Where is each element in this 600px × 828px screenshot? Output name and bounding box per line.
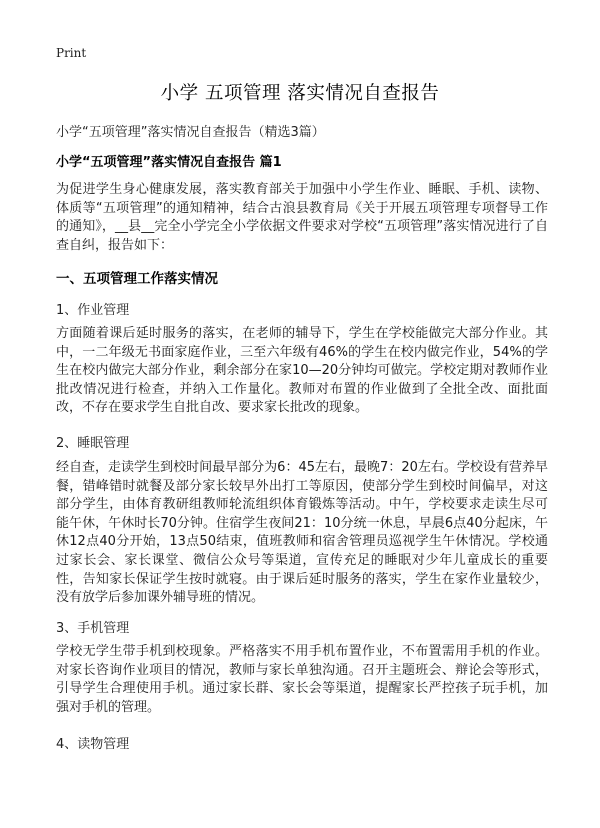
section-title: 小学“五项管理”落实情况自查报告 篇1 (56, 155, 282, 170)
print-label: Print (56, 46, 87, 60)
document-title: 小学 五项管理 落实情况自查报告 (160, 83, 440, 104)
item-heading-sleep: 2、睡眠管理 (56, 436, 130, 451)
intro-paragraph: 为促进学生身心健康发展，落实教育部关于加强中小学生作业、睡眠、手机、读物、体质等“五项管理”的通知精神，结合古浪县教育局《关于开展五项管理专项督导工作的通知》，__县__完全小学完全小学依据文件要求对学校“五项管理”落实情况进行了自查自纠，报告如下： (56, 182, 548, 253)
item-text-phone: 学校无学生带手机到校现象。严格落实不用手机布置作业，不布置需用手机的作业。对家长咨询作业项目的情况，教师与家长单独沟通。召开主题班会、辩论会等形式，引导学生合理使用手机。通过家长群、家长会等渠道，提醒家长严控孩子玩手机，加强对手机的管理。 (56, 644, 548, 715)
item-heading-reading: 4、读物管理 (56, 737, 130, 752)
item-heading-homework: 1、作业管理 (56, 303, 130, 318)
item-text-sleep: 经自查，走读学生到校时间最早部分为6：45左右，最晚7：20左右。学校设有营养早餐，错峰错时就餐及部分家长较早外出打工等原因，使部分学生到校时间偏早，对这部分学生，由体育教研组教师轮流组织体育锻炼等活动。中午，学校要求走读生尽可能午休，午休时长70分钟。住宿学生夜间21：10分统一休息，早晨6点40分起床，午休12点40分开始，13点50结束，值班教师和宿舍管理员巡视学生午休情况。学校通过家长会、家长课堂、微信公众号等渠道，宣传充足的睡眠对少年儿童成长的重要性，告知家长保证学生按时就寝。由于课后延时服务的落实，学生在家作业量较少，没有放学后参加课外辅导班的情况。 (56, 460, 548, 606)
heading-implementation: 一、五项管理工作落实情况 (56, 271, 218, 287)
item-heading-phone: 3、手机管理 (56, 621, 130, 636)
item-text-homework: 方面随着课后延时服务的落实，在老师的辅导下，学生在学校能做完大部分作业。其中，一二年级无书面家庭作业，三至六年级有46%的学生在校内做完作业，54%的学生在校内做完大部分作业，剩余部分在家10—20分钟均可做完。学校定期对教师作业批改情况进行检查，并纳入工作量化。教师对布置的作业做到了全批全改、面批面改，不存在要求学生自批自改、要求家长批改的现象。 (56, 326, 548, 416)
document-subtitle: 小学“五项管理”落实情况自查报告（精选3篇） (56, 125, 325, 140)
